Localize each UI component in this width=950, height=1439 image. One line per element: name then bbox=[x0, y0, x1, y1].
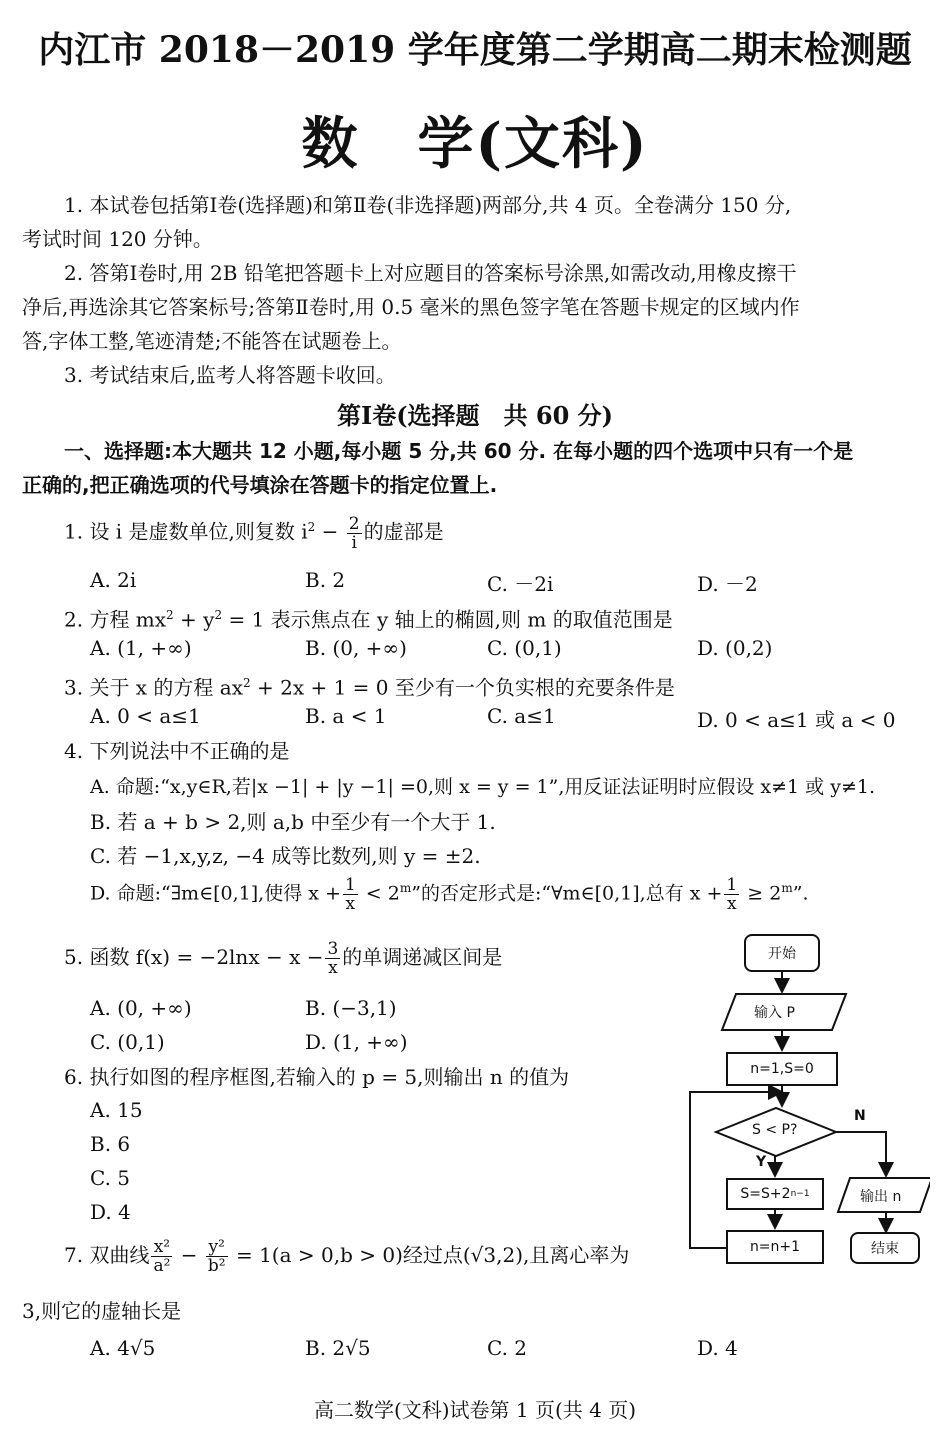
q2-text: = 1 表示焦点在 y 轴上的椭圆,则 m 的取值范围是 bbox=[222, 607, 673, 632]
q5-option-c: C. (0,1) bbox=[90, 1030, 165, 1054]
page-footer: 高二数学(文科)试卷第 1 页(共 4 页) bbox=[313, 1398, 637, 1422]
flowchart-yes-label: Y bbox=[756, 1154, 767, 1170]
q4-option-c: C. 若 −1,x,y,z, −4 成等比数列,则 y = ±2. bbox=[90, 844, 481, 868]
q2-option-d: D. (0,2) bbox=[697, 636, 773, 660]
exam-subject: 数 学(文科) bbox=[301, 111, 649, 177]
q4-option-a: A. 命题:“x,y∈R,若|x −1| + |y −1| =0,则 x = y = 1”,用反证法证明时应假设 x≠1 或 y≠1. bbox=[90, 776, 876, 798]
flowchart bbox=[660, 930, 930, 1266]
q6-option-a: A. 15 bbox=[90, 1098, 143, 1122]
instruction-line: 1. 本试卷包括第Ⅰ卷(选择题)和第Ⅱ卷(非选择题)两部分,共 4 页。全卷满分 150 分, bbox=[64, 193, 792, 217]
question-6: 6. 执行如图的程序框图,若输入的 p = 5,则输出 n 的值为 bbox=[64, 1065, 570, 1089]
q4d-numerator: 1 bbox=[726, 875, 738, 895]
q5-option-b: B. (−3,1) bbox=[305, 996, 397, 1020]
q1-numerator: 2 bbox=[348, 513, 360, 534]
update-sup: n−1 bbox=[790, 1189, 810, 1199]
q5-option-d: D. (1, +∞) bbox=[305, 1030, 408, 1054]
q6-option-c: C. 5 bbox=[90, 1166, 131, 1190]
question-7 bbox=[64, 1238, 629, 1275]
q2-sup: 2 bbox=[166, 608, 174, 622]
q2-option-a: A. (1, +∞) bbox=[90, 636, 192, 660]
q5-numerator: 3 bbox=[327, 939, 339, 959]
q4d-text: ”. bbox=[792, 882, 809, 905]
flowchart-update bbox=[726, 1178, 824, 1210]
flowchart-output: 输出 n bbox=[860, 1189, 902, 1205]
q1-suffix: 的虚部是 bbox=[363, 519, 444, 544]
q3-option-c: C. a≤1 bbox=[487, 704, 556, 728]
q3-text: 3. 关于 x 的方程 ax bbox=[64, 675, 243, 700]
q5-denominator: x bbox=[328, 958, 338, 978]
q6-option-d: D. 4 bbox=[90, 1200, 131, 1224]
q3-text: + 2x + 1 = 0 至少有一个负实根的充要条件是 bbox=[250, 675, 675, 700]
q1-minus: − bbox=[315, 519, 345, 544]
q4d-text: ≥ 2 bbox=[741, 882, 782, 905]
q5-text: 的单调递减区间是 bbox=[342, 945, 503, 969]
question-3 bbox=[64, 666, 675, 705]
q4d-sup: m bbox=[399, 881, 412, 896]
q7-option-b: B. 2√5 bbox=[305, 1336, 371, 1360]
q3-option-a: A. 0 < a≤1 bbox=[90, 704, 201, 728]
instruction-line: 净后,再选涂其它答案标号;答第Ⅱ卷时,用 0.5 毫米的黑色签字笔在答题卡规定的区域内作 bbox=[22, 295, 800, 319]
q3-option-b: B. a < 1 bbox=[305, 704, 387, 728]
q7-option-c: C. 2 bbox=[487, 1336, 528, 1360]
q7-minus: − bbox=[174, 1243, 204, 1267]
q2-text: 2. 方程 mx bbox=[64, 607, 167, 632]
q7-fraction bbox=[151, 1238, 172, 1275]
flowchart-input: 输入 P bbox=[754, 1005, 795, 1021]
q3-option-d: D. 0 < a≤1 或 a < 0 bbox=[697, 708, 896, 732]
q1-option-b: B. 2 bbox=[305, 568, 346, 592]
instruction-line: 2. 答第Ⅰ卷时,用 2B 铅笔把答题卡上对应题目的答案标号涂黑,如需改动,用橡皮擦干 bbox=[64, 261, 797, 285]
question-5 bbox=[64, 940, 502, 977]
q7-denominator: b² bbox=[207, 1256, 226, 1276]
question-4: 4. 下列说法中不正确的是 bbox=[64, 739, 290, 763]
flowchart-init: n=1,S=0 bbox=[726, 1052, 838, 1086]
q1-denominator: i bbox=[351, 532, 357, 553]
instruction-line: 答,字体工整,笔迹清楚;不能答在试题卷上。 bbox=[22, 329, 402, 353]
q7-numerator: y² bbox=[206, 1238, 228, 1257]
q2-sup: 2 bbox=[214, 608, 223, 622]
exam-title: 内江市 2018－2019 学年度第二学期高二期末检测题 bbox=[38, 29, 912, 71]
q5-fraction bbox=[325, 940, 340, 977]
q4d-numerator: 1 bbox=[344, 875, 356, 895]
section-description: 正确的,把正确选项的代号填涂在答题卡的指定位置上. bbox=[22, 473, 498, 497]
q2-option-b: B. (0, +∞) bbox=[305, 636, 407, 660]
q3-sup: 2 bbox=[243, 676, 251, 690]
q7-option-a: A. 4√5 bbox=[90, 1336, 156, 1360]
instruction-line: 3. 考试结束后,监考人将答题卡收回。 bbox=[64, 363, 396, 387]
question-1 bbox=[64, 510, 444, 552]
q1-option-d: D. －2 bbox=[697, 572, 758, 596]
q4d-denominator: x bbox=[727, 894, 737, 914]
q4d-text: D. 命题:“∃m∈[0,1],使得 x + bbox=[90, 882, 341, 905]
q1-option-c: C. －2i bbox=[487, 572, 554, 596]
flowchart-lines bbox=[660, 930, 930, 1266]
q7-text: = 1(a > 0,b > 0)经过点(√3,2),且离心率为 bbox=[229, 1243, 630, 1267]
q6-option-b: B. 6 bbox=[90, 1132, 131, 1156]
q7-denominator: a² bbox=[153, 1256, 171, 1276]
update-text: S=S+2 bbox=[740, 1186, 791, 1202]
question-2 bbox=[64, 598, 673, 637]
q4d-fraction bbox=[343, 876, 358, 913]
section-title: 第Ⅰ卷(选择题 共 60 分) bbox=[336, 401, 614, 430]
section-description: 一、选择题:本大题共 12 小题,每小题 5 分,共 60 分. 在每小题的四个选项中只有一个是 bbox=[64, 439, 854, 463]
q7-text: 7. 双曲线 bbox=[64, 1243, 150, 1267]
instruction-line: 考试时间 120 分钟。 bbox=[22, 227, 213, 251]
q7-numerator: x² bbox=[151, 1238, 172, 1257]
q4-option-b: B. 若 a + b > 2,则 a,b 中至少有一个大于 1. bbox=[90, 810, 496, 834]
q4d-fraction bbox=[724, 876, 739, 913]
q1-option-a: A. 2i bbox=[90, 568, 137, 592]
q5-option-a: A. (0, +∞) bbox=[90, 996, 192, 1020]
q1-fraction bbox=[347, 515, 362, 552]
q4d-text: ”的否定形式是:“∀m∈[0,1],总有 x + bbox=[411, 882, 723, 905]
q4-option-d bbox=[90, 876, 809, 913]
flowchart-condition: S < P? bbox=[752, 1122, 798, 1138]
q4d-text: < 2 bbox=[359, 882, 400, 905]
q4d-denominator: x bbox=[345, 894, 356, 914]
q2-text: + y bbox=[173, 607, 215, 632]
q1-exponent: 2 bbox=[307, 520, 316, 534]
flowchart-end: 结束 bbox=[850, 1232, 920, 1264]
flowchart-increment: n=n+1 bbox=[726, 1230, 824, 1264]
q4d-sup: m bbox=[781, 881, 793, 896]
q7-option-d: D. 4 bbox=[697, 1336, 738, 1360]
q1-prefix: 1. 设 i 是虚数单位,则复数 i bbox=[64, 519, 308, 544]
q5-text: 5. 函数 f(x) = −2lnx − x − bbox=[64, 945, 324, 969]
flowchart-no-label: N bbox=[854, 1108, 866, 1124]
flowchart-start: 开始 bbox=[744, 934, 820, 972]
q2-option-c: C. (0,1) bbox=[487, 636, 562, 660]
question-7-cont: 3,则它的虚轴长是 bbox=[22, 1299, 182, 1323]
q7-fraction bbox=[206, 1238, 228, 1275]
